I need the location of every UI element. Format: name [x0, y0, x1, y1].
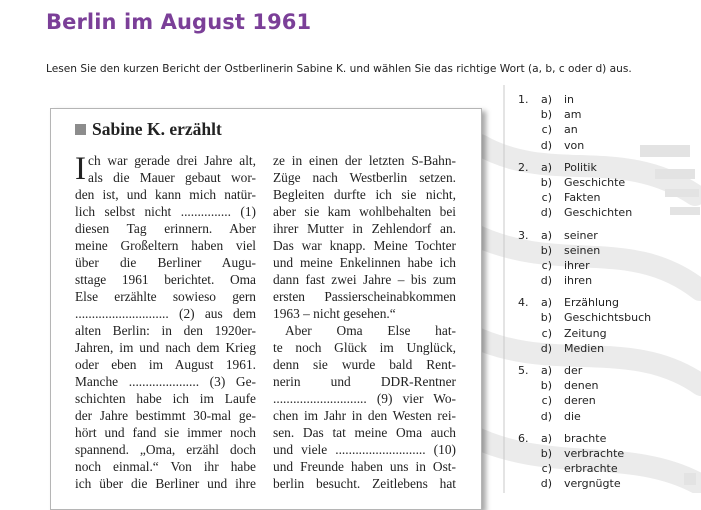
option-text: die: [564, 409, 581, 423]
story-line: als die Mauer gebaut wor-: [88, 170, 256, 185]
option-letter: d): [540, 409, 552, 423]
answer-option[interactable]: [518, 175, 698, 190]
answer-option[interactable]: [518, 409, 698, 424]
option-text: brachte: [564, 431, 607, 445]
question-1: [518, 92, 698, 153]
square-bullet-icon: [75, 124, 86, 135]
answer-option[interactable]: [518, 446, 698, 461]
option-letter: b): [540, 379, 552, 393]
answer-options-list: [518, 92, 698, 499]
story-line: alten Berlin: in den 1920er-: [75, 323, 256, 338]
answer-option[interactable]: [518, 476, 698, 491]
story-line: spannend. „Oma, erzähl doch: [75, 442, 256, 457]
answer-option[interactable]: [518, 205, 698, 220]
story-line: über die Berliner Augu-: [75, 255, 256, 270]
answer-option[interactable]: [518, 258, 698, 273]
question-2: [518, 160, 698, 221]
option-letter: d): [540, 477, 552, 491]
story-line: Das war knapp. Meine Tochter: [273, 238, 456, 253]
story-line: und Freunde haben uns in Ost-: [273, 459, 456, 474]
story-line: Begleiten durfte ich sie nicht,: [273, 187, 456, 202]
story-line: der Jahre bestimmt 30-mal ge-: [75, 408, 256, 423]
option-letter: d): [540, 206, 552, 220]
option-text: an: [564, 123, 578, 137]
story-line: chen im Jahr in den Westen rei-: [273, 408, 456, 423]
story-line: ihrer Mutter in Zehlendorf an.: [273, 221, 456, 236]
option-letter: a): [540, 93, 552, 106]
story-line: ............................ (2) aus dem: [75, 306, 256, 321]
option-letter: c): [541, 123, 552, 137]
option-text: Geschichtsbuch: [564, 311, 652, 325]
story-column-right: [273, 152, 456, 492]
option-text: am: [564, 108, 582, 122]
option-letter: a): [540, 228, 552, 242]
option-text: Geschichten: [564, 206, 633, 220]
story-box: [50, 108, 482, 510]
question-3: [518, 228, 698, 289]
story-line: ze in einen der letzten S-Bahn-: [273, 153, 456, 168]
option-letter: b): [540, 108, 552, 122]
answer-option[interactable]: [518, 326, 698, 341]
answer-option[interactable]: [518, 228, 698, 243]
story-line: Jahren, im und nach dem Krieg: [75, 340, 256, 355]
story-line: ersten Passierscheinabkommen: [273, 289, 456, 304]
story-line: und meine Enkelinnen habe ich: [273, 255, 456, 270]
answer-option[interactable]: [518, 138, 698, 153]
story-line: Manche ..................... (3) Ge-: [75, 374, 256, 389]
story-line: schichten habe ich im Laufe: [75, 391, 256, 406]
option-letter: c): [541, 394, 552, 408]
answer-option[interactable]: [518, 160, 698, 175]
answer-option[interactable]: [518, 92, 698, 107]
answer-option[interactable]: [518, 243, 698, 258]
option-letter: a): [540, 431, 552, 445]
drop-cap: I: [75, 151, 86, 187]
story-line: sen. Das tat meine Oma auch: [273, 425, 456, 440]
answer-option[interactable]: [518, 363, 698, 378]
answer-option[interactable]: [518, 378, 698, 393]
story-line: dann fast zwei Jahre – bis zum: [273, 272, 456, 287]
question-number: 2.: [518, 160, 529, 174]
question-number: 6.: [518, 431, 529, 445]
story-line: diesen Tag erinnern. Aber: [75, 221, 256, 236]
story-line: meine Großeltern haben viel: [75, 238, 256, 253]
option-letter: c): [541, 258, 552, 272]
option-text: vergnügte: [564, 477, 621, 491]
option-text: seinen: [564, 243, 601, 257]
story-line: oder eben im August 1961.: [75, 357, 256, 372]
answer-option[interactable]: [518, 393, 698, 408]
question-4: [518, 295, 698, 356]
story-line: aber sie kam wohlbehalten bei: [273, 204, 456, 219]
story-line: 1963 – nicht gesehen.“: [273, 306, 396, 321]
story-line: Aber Oma Else hat-: [285, 323, 456, 338]
option-letter: b): [540, 311, 552, 325]
question-number: 4.: [518, 296, 529, 310]
story-line: denn sie wurde bald Rent-: [273, 357, 456, 372]
option-letter: c): [541, 462, 552, 476]
story-line: berlin besucht. Zeitlebens hat: [273, 476, 456, 491]
option-text: ihren: [564, 274, 593, 288]
story-column-left: [75, 152, 256, 492]
option-letter: d): [540, 274, 552, 288]
option-letter: b): [540, 175, 552, 189]
story-line: Züge nach Westberlin setzen.: [273, 170, 456, 185]
story-line: nerin und DDR-Rentner: [273, 374, 456, 389]
option-text: der: [564, 364, 583, 377]
option-letter: c): [541, 326, 552, 340]
answer-option[interactable]: [518, 107, 698, 122]
question-number: 5.: [518, 364, 529, 377]
option-text: seiner: [564, 228, 598, 242]
option-text: Politik: [564, 160, 597, 174]
story-line: te noch Glück im Unglück,: [273, 340, 456, 355]
answer-option[interactable]: [518, 295, 698, 310]
option-text: verbrachte: [564, 446, 625, 460]
answer-option[interactable]: [518, 431, 698, 446]
option-text: erbrachte: [564, 462, 618, 476]
option-text: von: [564, 138, 585, 152]
story-line: noch einmal.“ Von ihr habe: [75, 459, 256, 474]
option-letter: a): [540, 160, 552, 174]
question-5: [518, 363, 698, 424]
story-line: lich selbst nicht ............... (1): [75, 204, 256, 219]
instruction-text: Lesen Sie den kurzen Bericht der Ostberlinerin Sabine K. und wählen Sie das richtige Wort (a, b, c oder d) aus.: [46, 63, 632, 75]
option-letter: a): [540, 364, 552, 377]
answer-option[interactable]: [518, 122, 698, 137]
option-text: Medien: [564, 341, 605, 355]
answer-option[interactable]: [518, 461, 698, 476]
answer-option[interactable]: [518, 341, 698, 356]
option-text: Erzählung: [564, 296, 619, 310]
story-line: und viele ........................... (10): [273, 442, 456, 457]
answer-option[interactable]: [518, 190, 698, 205]
answer-option[interactable]: [518, 273, 698, 288]
option-letter: b): [540, 243, 552, 257]
story-title-text: Sabine K. erzählt: [92, 119, 222, 139]
option-text: deren: [564, 394, 596, 408]
story-line: den ist, und kann mich natür-: [75, 187, 256, 202]
page-title: Berlin im August 1961: [46, 10, 312, 34]
option-text: ihrer: [564, 258, 590, 272]
option-text: Fakten: [564, 191, 601, 205]
option-letter: d): [540, 138, 552, 152]
story-line: ch war gerade drei Jahre alt,: [88, 153, 256, 168]
option-letter: a): [540, 296, 552, 310]
question-number: 1.: [518, 93, 529, 106]
story-line: Else erzählte sowieso gern: [75, 289, 256, 304]
option-text: denen: [564, 379, 599, 393]
story-line: ich über die Berliner und ihre: [75, 476, 256, 491]
option-letter: b): [540, 446, 552, 460]
question-number: 3.: [518, 228, 529, 242]
option-text: Geschichte: [564, 175, 626, 189]
option-text: in: [564, 93, 575, 106]
story-line: sttage 1961 berichtet. Oma: [75, 272, 256, 287]
option-letter: c): [541, 191, 552, 205]
option-letter: d): [540, 341, 552, 355]
question-6: [518, 431, 698, 492]
story-title: [75, 119, 222, 140]
answer-option[interactable]: [518, 310, 698, 325]
option-text: Zeitung: [564, 326, 607, 340]
story-line: ............................ (9) vier Wo-: [273, 391, 456, 406]
story-line: hört und fand sie immer noch: [75, 425, 256, 440]
